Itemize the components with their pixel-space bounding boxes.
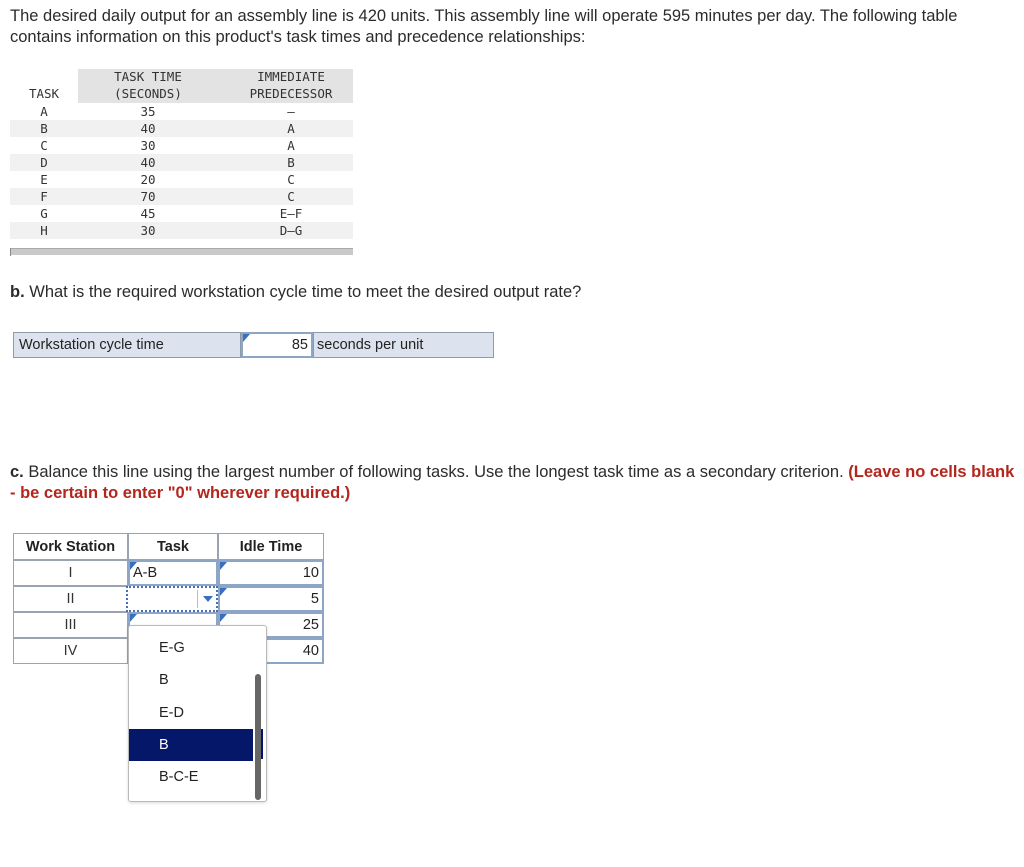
- task-id: C: [40, 138, 48, 153]
- idle-time-value: 40: [302, 643, 319, 659]
- task-time: 40: [140, 121, 156, 136]
- task-select-value: A-B: [133, 565, 158, 581]
- task-predecessor: C: [287, 189, 295, 204]
- task-time: 45: [140, 206, 156, 221]
- task-row: [10, 137, 353, 154]
- task-id: H: [40, 223, 48, 238]
- task-predecessor: B: [287, 155, 295, 170]
- task-row: [10, 222, 353, 239]
- task-predecessor: D–G: [279, 223, 303, 238]
- task-row: [10, 154, 353, 171]
- task-dropdown-list[interactable]: [128, 625, 267, 802]
- task-time: 35: [140, 104, 156, 119]
- answer-flag-icon: [220, 562, 227, 570]
- dropdown-option[interactable]: E-G: [159, 640, 185, 656]
- header-task: Task: [128, 533, 218, 560]
- header-work-station: Work Station: [13, 533, 128, 560]
- header-idle-time: Idle Time: [218, 533, 324, 560]
- dropdown-option[interactable]: B-C-E: [159, 769, 199, 785]
- task-table-header: [10, 69, 353, 103]
- task-time: 40: [140, 155, 156, 170]
- answer-flag-icon: [220, 588, 227, 596]
- header-task-time-line2: (SECONDS): [114, 85, 182, 101]
- station-label: II: [13, 586, 128, 612]
- dropdown-option-selected[interactable]: B: [129, 729, 253, 761]
- idle-time-value: 5: [310, 591, 319, 607]
- task-time: 30: [140, 138, 156, 153]
- question-b-text: What is the required workstation cycle time to meet the desired output rate?: [24, 283, 582, 301]
- header-predecessor-line1: IMMEDIATE: [257, 69, 325, 84]
- task-predecessor: —: [287, 104, 295, 119]
- task-select-open[interactable]: [126, 586, 218, 612]
- task-table-footer-rule: [10, 248, 353, 255]
- dropdown-option[interactable]: B: [159, 672, 169, 688]
- question-b: [10, 283, 581, 302]
- answer-flag-icon: [130, 614, 137, 622]
- header-task-time-line1: TASK TIME: [114, 69, 182, 84]
- idle-time-input[interactable]: [218, 560, 324, 586]
- cycle-time-value: 85: [291, 337, 308, 353]
- text-cursor: [261, 729, 263, 759]
- question-c: [10, 462, 1015, 504]
- dropdown-option[interactable]: E-D: [159, 705, 184, 721]
- question-c-prefix: c.: [10, 463, 24, 481]
- chevron-down-icon[interactable]: [203, 596, 213, 602]
- header-task: TASK: [28, 86, 60, 101]
- task-time: 30: [140, 223, 156, 238]
- task-time: 70: [140, 189, 156, 204]
- question-b-prefix: b.: [10, 283, 25, 301]
- task-id: F: [40, 189, 48, 204]
- task-id: D: [40, 155, 48, 170]
- header-gap: [218, 69, 229, 103]
- question-c-warning: (Leave no cells blank - be certain to enter "0" wherever required.): [10, 463, 1015, 502]
- cycle-time-input[interactable]: [241, 332, 313, 358]
- station-label: IV: [13, 638, 128, 664]
- task-predecessor: A: [287, 121, 295, 136]
- task-select[interactable]: [128, 560, 218, 586]
- task-row: [10, 205, 353, 222]
- header-task-time: [78, 69, 218, 103]
- answer-flag-icon: [130, 562, 137, 570]
- dropdown-separator: [197, 590, 198, 608]
- task-id: G: [40, 206, 48, 221]
- task-predecessor: A: [287, 138, 295, 153]
- task-table-footer-tick: [10, 248, 11, 256]
- cycle-time-label: Workstation cycle time: [13, 332, 241, 358]
- task-id: A: [40, 104, 48, 119]
- idle-time-value: 25: [302, 617, 319, 633]
- task-predecessor: C: [287, 172, 295, 187]
- station-label: I: [13, 560, 128, 586]
- task-row: [10, 188, 353, 205]
- task-row: [10, 120, 353, 137]
- header-predecessor: [229, 69, 353, 103]
- task-id: B: [40, 121, 48, 136]
- station-label: III: [13, 612, 128, 638]
- question-c-text: Balance this line using the largest number of following tasks. Use the longest task time as a secondary criterion.: [23, 463, 849, 481]
- task-row: [10, 103, 353, 120]
- task-id: E: [40, 172, 48, 187]
- task-info-table: [10, 69, 353, 239]
- idle-time-value: 10: [302, 565, 319, 581]
- problem-intro: The desired daily output for an assembly line is 420 units. This assembly line will operate 595 minutes per day. The following table contains information on this product's task times and precedence relationships:: [10, 7, 958, 46]
- task-time: 20: [140, 172, 156, 187]
- answer-flag-icon: [220, 614, 227, 622]
- cycle-time-unit: seconds per unit: [313, 332, 494, 358]
- task-row: [10, 171, 353, 188]
- answer-flag-icon: [243, 334, 250, 342]
- header-predecessor-line2: PREDECESSOR: [249, 85, 333, 101]
- task-predecessor: E–F: [279, 206, 303, 221]
- idle-time-input[interactable]: [218, 586, 324, 612]
